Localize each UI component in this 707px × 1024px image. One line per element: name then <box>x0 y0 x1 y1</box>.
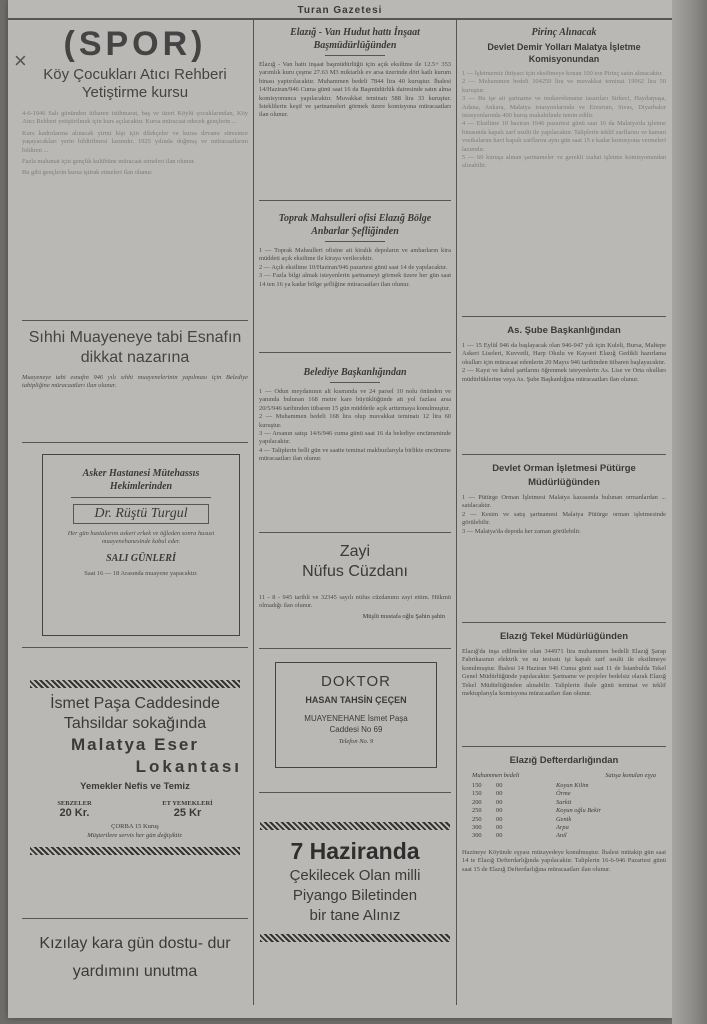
lokanta-tagline: Yemekler Nefis ve Temiz <box>80 781 190 792</box>
row-kurus: 00 <box>496 798 503 806</box>
belediye-body-3: 3 — Arsanın satışı 14/6/946 cuma günü saat 16 da belediye encümeninde yapılacaktır. <box>259 430 451 446</box>
doktor-line-2: Caddesi No 69 <box>329 725 383 734</box>
table-row <box>472 816 656 824</box>
row-lira: 250 <box>472 815 482 823</box>
row-item: Koyun Kilim <box>556 782 589 789</box>
defterdarlik-body: Hazineye Köyünde eşyası müzayedeye konulmuştur. İhalesi mütakip gün saat 14 te Elazığ Defterdarlığında yapılacaktır. Taliplerin 16-6-946 Pazartesi günü saat 15 de Elazığ Defterdarlığına müracaatları ilan olunur. <box>462 848 666 873</box>
decorative-band <box>30 680 240 688</box>
row-kurus: 00 <box>496 832 503 840</box>
decorative-band <box>260 934 450 942</box>
doktor-phone: Telefon No. 9 <box>338 738 374 745</box>
pirinc-title: Pirinç Alınacak <box>531 27 597 38</box>
kizilay-text: Kızılay kara gün dostu- dur yardımını unutma <box>39 935 231 980</box>
row-item: Anil <box>556 832 567 840</box>
hospital-title: Asker Hastanesi Mütehassıs Hekimlerinden <box>82 468 200 492</box>
pen-mark: × <box>14 48 27 73</box>
as-sube-title: As. Şube Başkanlığından <box>507 325 621 336</box>
lokanta-ad <box>22 676 248 859</box>
toprak-body-2: 2 — Açık eksiltme 10/Haziran/946 pazartesi günü saat 14 de yapılacaktır. <box>259 263 448 271</box>
piyango-line-2: Çekilecek Olan milli <box>289 867 421 884</box>
table-row <box>472 807 656 815</box>
defterdarlik-title: Elazığ Defterdarlığından <box>509 755 619 766</box>
menu-left-price: 20 Kr. <box>59 807 90 819</box>
spor-body-4: Bu gibi gençlerin kursa iştirak etmeleri ilan olunur. <box>22 169 153 177</box>
hospital-body: Her gün hastalarını askeri erkek ve öğleden sonra hususi muayenehanesinde kabul eder. <box>67 530 215 546</box>
column-divider-1 <box>253 20 254 1005</box>
pirinc-body-3: 3 — Bu işe ait şartname ve mukavelename tasarıları Sirkeci, Haydarpaşa, Adana, Ankara, Malatya istasyonlarında ve Erzurum, Sivas, Diyarbakır istasyonlarında 400 kuruş mukabilinde temin edilir. <box>462 95 666 120</box>
doktor-name: HASAN TAHSİN ÇEÇEN <box>305 695 407 705</box>
row-item: Arpa <box>556 824 569 832</box>
sihhi-body: Muayeneye tabi esnafın 946 yılı sıhhi muayenelerinin yapılması için Belediye tabipliğine müracaatları ilan olunur. <box>22 374 248 390</box>
piyango-date: 7 Haziranda <box>290 838 420 864</box>
rule <box>22 918 248 919</box>
row-lira: 150 <box>472 782 482 789</box>
spor-subheading: Köy Çocukları Atıcı Rehberi Yetiştirme kursu <box>43 66 227 101</box>
sihhi-heading: Sıhhi Muayeneye tabi Esnafın dikkat nazarına <box>28 329 242 366</box>
column-1 <box>14 22 248 1012</box>
rule <box>22 442 248 443</box>
hospital-day: SALI GÜNLERİ <box>106 552 176 564</box>
elazig-van-title: Elazığ - Van Hudut hattı İnşaat Başmüdürlüğünden <box>290 27 420 51</box>
rule <box>22 647 248 648</box>
table-row <box>472 832 656 840</box>
lokanta-note: Müşterilere servis her gün değişiktir. <box>87 832 183 839</box>
menu-right-label: ET YEMEKLERİ <box>162 800 213 807</box>
zayi-ad <box>259 542 451 621</box>
header-item: Satışa konulan eşya <box>605 772 656 779</box>
rule <box>462 746 666 747</box>
row-lira: 300 <box>472 824 482 832</box>
orman-body-2: 2 — Kesim ve satış şartnamesi Malatya Pütürge orman işletmesinde görülebilir. <box>462 510 666 527</box>
spor-body-3: Fazla malumat için gençlik kulübüne müracaat etmeleri ilan olunur. <box>22 158 196 166</box>
rule <box>462 316 666 317</box>
hospital-doctor: Dr. Rüştü Turgul <box>73 504 209 524</box>
top-rule <box>8 18 672 20</box>
row-lira: 200 <box>472 798 482 806</box>
doktor-ad <box>275 662 437 768</box>
piyango-line-3: Piyango Biletinden <box>292 887 418 904</box>
table-row <box>472 799 656 807</box>
hospital-ad <box>42 454 240 636</box>
menu-left-label: SEBZELER <box>57 800 92 807</box>
pirinc-body-4: 4 — Eksiltme 10 haziran 1946 pazartesi günü saat 16 da Malatya'da işletme binasında kapalı zarf usulü ile yapılacaktır. Taliplerin teklif zarflarını ve kanuni vesikalarını havi kapalı zarflarını aynı gün saat 15 e kadar komisyona vermeleri lazımdır. <box>462 120 666 153</box>
rule <box>259 648 451 649</box>
column-divider-2 <box>456 20 457 1005</box>
belediye-body-2: 2 — Muhammen bedeli 168 lira olup muvakkat teminatı 12 lira 60 kuruştur. <box>259 413 451 429</box>
column-2 <box>259 22 451 1012</box>
row-kurus: 00 <box>496 782 503 789</box>
table-row <box>472 790 656 798</box>
lokanta-line-3: Malatya Eser <box>71 735 199 754</box>
row-kurus: 00 <box>496 807 503 815</box>
pirinc-subtitle: Devlet Demir Yolları Malatya İşletme Komisyonundan <box>487 42 641 64</box>
masthead: Turan Gazetesi <box>297 5 383 16</box>
defterdarlik-table-header <box>472 772 656 779</box>
hospital-hours: Saat 16 — 18 Arasında muayene yapacaktır. <box>84 569 198 577</box>
lokanta-line-2: Tahsildar sokağında <box>63 715 207 732</box>
zayi-line-1: Zayi <box>339 543 371 560</box>
lokanta-menu <box>22 800 248 819</box>
elazig-van-ad <box>259 26 451 120</box>
row-lira: 300 <box>472 832 482 840</box>
zayi-line-2: Nüfus Cüzdanı <box>302 563 408 580</box>
as-sube-body-1: 1 — 15 Eylül 946 da başlayacak olan 946-947 yılı için Kuleli, Bursa, Maltepe Askeri Liseleri, Kuvvetli, Harp Okulu ve Kayseri Elazığ Gedikli hazırlama okulları için müracaat edenlerin 20 Mayıs 946 tarihinden itibaren başlayacaktır. <box>462 342 666 366</box>
rule <box>259 792 451 793</box>
rule <box>259 532 451 533</box>
rule <box>462 622 666 623</box>
tekel-title: Elazığ Tekel Müdürlüğünden <box>499 631 629 642</box>
pirinc-body-5: 5 — 60 kuruşa alınan şartnameler ve gerekli izahat işletme komisyonundan alınabilir. <box>462 154 666 170</box>
row-lira: 250 <box>472 807 482 815</box>
row-item: Koyun oğlu Bekir <box>556 807 602 815</box>
toprak-ad <box>259 212 451 289</box>
piyango-ad <box>259 818 451 946</box>
defterdarlik-ad <box>462 754 666 874</box>
spor-ad <box>22 24 248 178</box>
orman-title: Devlet Orman İşletmesi Pütürge Müdürlüğünden <box>492 463 636 488</box>
toprak-body-1: 1 — Toprak Mahsulleri ofisine ait kiralık depoların ve ambarların kira müddeti açık eksiltme ile kiraya verilecektir. <box>259 247 451 263</box>
piyango-line-4: bir tane Alınız <box>309 907 401 924</box>
doktor-title: DOKTOR <box>321 673 391 690</box>
orman-body-3: 3 — Malatya'da depoda her zaman görülebilir. <box>462 527 581 535</box>
decorative-band <box>260 822 450 830</box>
row-item: Genik <box>556 815 572 823</box>
rule <box>259 352 451 353</box>
page-edge <box>672 0 707 1024</box>
defterdarlik-table <box>472 782 656 841</box>
row-kurus: 00 <box>496 790 503 798</box>
decorative-band <box>30 847 240 855</box>
row-item: Sarkit <box>556 798 572 806</box>
row-kurus: 00 <box>496 815 503 823</box>
sihhi-ad <box>22 328 248 391</box>
orman-ad <box>462 462 666 536</box>
as-sube-ad <box>462 324 666 384</box>
toprak-title: Toprak Mahsulleri ofisi Elazığ Bölge Anbarlar Şefliğinden <box>278 213 432 237</box>
column-3 <box>462 22 666 1012</box>
toprak-body-3: 3 — Fazla bilgi almak isteyenlerin şartnameyi görmek üzere her gün saat 14 ten 16 ya kadar bölge şefliğine müracaatları ilan olunur. <box>259 272 451 288</box>
kizilay-ad <box>22 930 248 986</box>
zayi-body: 11 - 8 - 945 tarihli ve 32345 sayılı nüfus cüzdanımı zayi ettim. Hükmü olmadığı ilan olunur. <box>259 594 451 610</box>
row-item: Örme <box>556 790 571 798</box>
as-sube-body-2: 2 — Kayıt ve kabul şartlarını öğrenmek isteyenlerin As. Lise ve Orta okulları müdürlüklerine veya As. Şube Başkanlığına müracaatları ilan olunur. <box>462 367 666 383</box>
rule <box>462 454 666 455</box>
belediye-body-4: 4 — Taliplerin belli gün ve saatte teminat makbuzlarıyla birlikte encümene müracaatları ilan olunur. <box>259 446 451 463</box>
lokanta-line-1: İsmet Paşa Caddesinde <box>50 695 220 712</box>
tekel-ad <box>462 630 666 698</box>
tekel-body: Elazığ'da inşa edilmekte olan 344971 lira muhammen bedelli Elazığ Şarap Fabrikasının elektrik ve su tesisatı işi kapalı zarf usulü ile eksiltmeye konulmuştur. İhalesi 14 Haziran 946 Cuma günü saat 11 de İstanbulda Tekel Genel Müdürlüğünde yapılacaktır. Şartname ve projeler bedelsiz olarak Elazığ Tekel Müdürlüğünden alınabilir. Taliplerin ihale günü teminat ve teklif mektuplarıyla komisyona müracaatları ilan olunur. <box>462 648 666 698</box>
row-lira: 150 <box>472 790 482 798</box>
doktor-line-1: MUAYENEHANE İsmet Paşa <box>304 714 408 723</box>
spor-heading: (SPOR) <box>63 25 207 63</box>
zayi-signature: Müşlü mustafa oğlu Şahin şahin <box>362 612 445 620</box>
row-kurus: 00 <box>496 824 503 832</box>
menu-right-price: 25 Kr <box>173 807 202 819</box>
spor-body-1: 4-6-1946 Salı gününden itibaren istihmarat, baş ve üzeri Köylü çocuklarından, Köy Atıcı Rehberi yetiştirilmek için kurs açılacaktır. Kursa müracaat edecek gençlerin ... <box>22 110 248 126</box>
orman-body-1: 1 — Pütürge Orman İşletmesi Malatya kazasında bulunan ormanlardan ... satılacaktır. <box>462 494 666 510</box>
pirinc-body-1: 1 — İşletmemiz ihtiyacı için eksiltmeye konan 100 ton Pirinç satın alınacaktır. <box>462 70 663 77</box>
rule <box>259 200 451 201</box>
lokanta-soup: ÇORBA 15 Kuruş <box>111 823 159 830</box>
belediye-title: Belediye Başkanlığından <box>303 367 407 378</box>
newspaper-page <box>8 0 672 1018</box>
spor-body-2: Kurs kadrolarına alınacak yirmi kişi için dilekçeler ve kursa devamı süresince yaşayacakları yerin bildirilmesi lazımdır. 1925 yılında doğmuş ve müracaatlarını bildiren ... <box>22 129 248 154</box>
belediye-body-1: 1 — Odun meydanının alt kısmında ve 24 parsel 10 nolu önünden ve yanında bulunan 168 metre kare büyüklüğünde ait yol fazlası arsa 20/5/946 tarihinden itibaren 15 gün müddetle açık arttırmaya konulmuştur. <box>259 388 451 412</box>
header-value: Muhammen bedeli <box>472 772 520 779</box>
belediye-ad <box>259 366 451 464</box>
lokanta-line-4: Lokantası <box>135 757 242 776</box>
rule <box>22 320 248 321</box>
elazig-van-body: Elazığ - Van hattı inşaat başmüdürlüğü için açık eksiltme ile 12.5+ 353 yarımlık kuru çeşme 27.63 M3 miktarlık ev arsa üzerinde dört katlı kurum binası yaptırılacaktır. Muhammen bedeli 7844 lira 40 kuruştur. İhalesi 14/Haziran/946 Cuma günü saat 16 da Başmüdürlük dairesinde satın alma komisyonunca yapılacaktır. Muvakkat teminatı 588 lira 33 kuruştur. İsteklilerin keşif ve şartnameleri görmek üzere komisyona müracaatları ilan olunur. <box>259 61 451 119</box>
pirinc-ad <box>462 26 666 171</box>
pirinc-body-2: 2 — Muhammen bedeli 104250 lira ve muvakkat teminat 19962 lira 50 kuruştur. <box>462 78 666 94</box>
table-row <box>472 824 656 832</box>
